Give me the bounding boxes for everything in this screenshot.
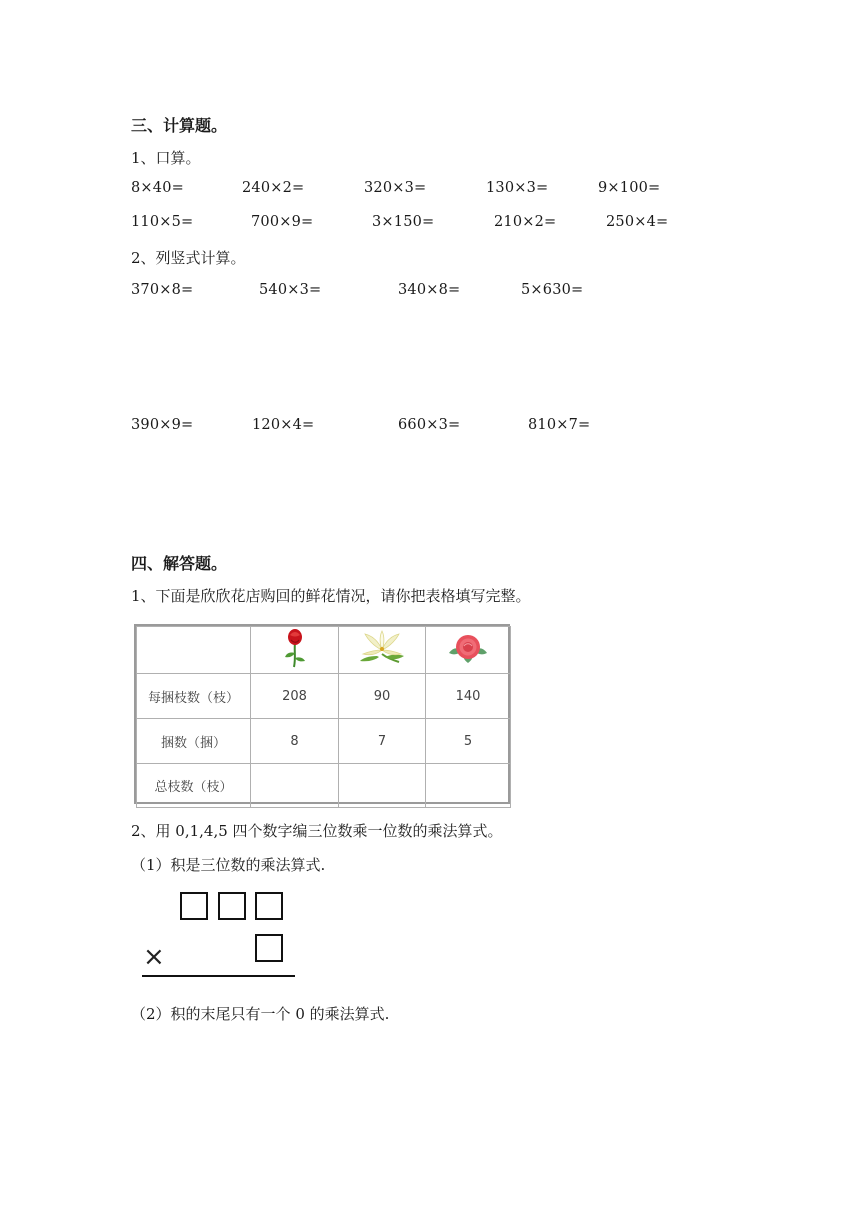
part-1-label: （1）积是三位数的乘法算式. bbox=[131, 856, 326, 874]
digit-box-hundreds[interactable] bbox=[180, 892, 208, 920]
table-cell: 208 bbox=[251, 674, 339, 719]
lily-header-cell bbox=[339, 627, 426, 674]
vertical-problem: 370×8= bbox=[131, 282, 194, 298]
part-2-label: （2）积的末尾只有一个 0 的乘法算式. bbox=[131, 1005, 390, 1023]
row-label: 捆数（捆） bbox=[137, 719, 251, 764]
white-lily-icon bbox=[357, 630, 407, 666]
oral-problem: 210×2= bbox=[494, 214, 557, 230]
oral-problem: 320×3= bbox=[364, 180, 427, 196]
row-label: 每捆枝数（枝） bbox=[137, 674, 251, 719]
pink-flower-icon bbox=[445, 631, 491, 665]
answer-cell[interactable] bbox=[426, 764, 511, 808]
section-4-heading: 四、解答题。 bbox=[131, 554, 228, 573]
table-cell: 90 bbox=[339, 674, 426, 719]
table-cell: 5 bbox=[426, 719, 511, 764]
flower-question-title: 1、下面是欣欣花店购回的鲜花情况，请你把表格填写完整。 bbox=[131, 587, 531, 605]
oral-problem: 240×2= bbox=[242, 180, 305, 196]
oral-problem: 8×40= bbox=[131, 180, 184, 196]
oral-problem: 250×4= bbox=[606, 214, 669, 230]
pink-flower-header-cell bbox=[426, 627, 511, 674]
row-label: 总枝数（枝） bbox=[137, 764, 251, 808]
table-cell: 7 bbox=[339, 719, 426, 764]
oral-problem: 110×5= bbox=[131, 214, 194, 230]
vertical-problem: 390×9= bbox=[131, 417, 194, 433]
rose-header-cell bbox=[251, 627, 339, 674]
oral-problem: 130×3= bbox=[486, 180, 549, 196]
answer-cell[interactable] bbox=[339, 764, 426, 808]
table-cell: 140 bbox=[426, 674, 511, 719]
answer-cell[interactable] bbox=[251, 764, 339, 808]
vertical-problem: 120×4= bbox=[252, 417, 315, 433]
digit-box-multiplier[interactable] bbox=[255, 934, 283, 962]
digits-question-title: 2、用 0,1,4,5 四个数字编三位数乘一位数的乘法算式。 bbox=[131, 822, 503, 840]
vertical-problem: 660×3= bbox=[398, 417, 461, 433]
digit-box-ones[interactable] bbox=[255, 892, 283, 920]
section-3-heading: 三、计算题。 bbox=[131, 116, 228, 135]
digit-box-tens[interactable] bbox=[218, 892, 246, 920]
table-cell: 8 bbox=[251, 719, 339, 764]
vertical-problem: 810×7= bbox=[528, 417, 591, 433]
table-corner-cell bbox=[137, 627, 251, 674]
oral-calc-title: 1、口算。 bbox=[131, 149, 201, 167]
oral-problem: 9×100= bbox=[598, 180, 661, 196]
vertical-problem: 540×3= bbox=[259, 282, 322, 298]
flower-table bbox=[134, 624, 510, 804]
vertical-problem: 5×630= bbox=[521, 282, 584, 298]
times-sign: × bbox=[143, 942, 165, 972]
oral-problem: 700×9= bbox=[251, 214, 314, 230]
red-rose-icon bbox=[280, 627, 310, 669]
vertical-calc-title: 2、列竖式计算。 bbox=[131, 249, 246, 267]
answer-line bbox=[142, 975, 295, 977]
oral-problem: 3×150= bbox=[372, 214, 435, 230]
vertical-problem: 340×8= bbox=[398, 282, 461, 298]
